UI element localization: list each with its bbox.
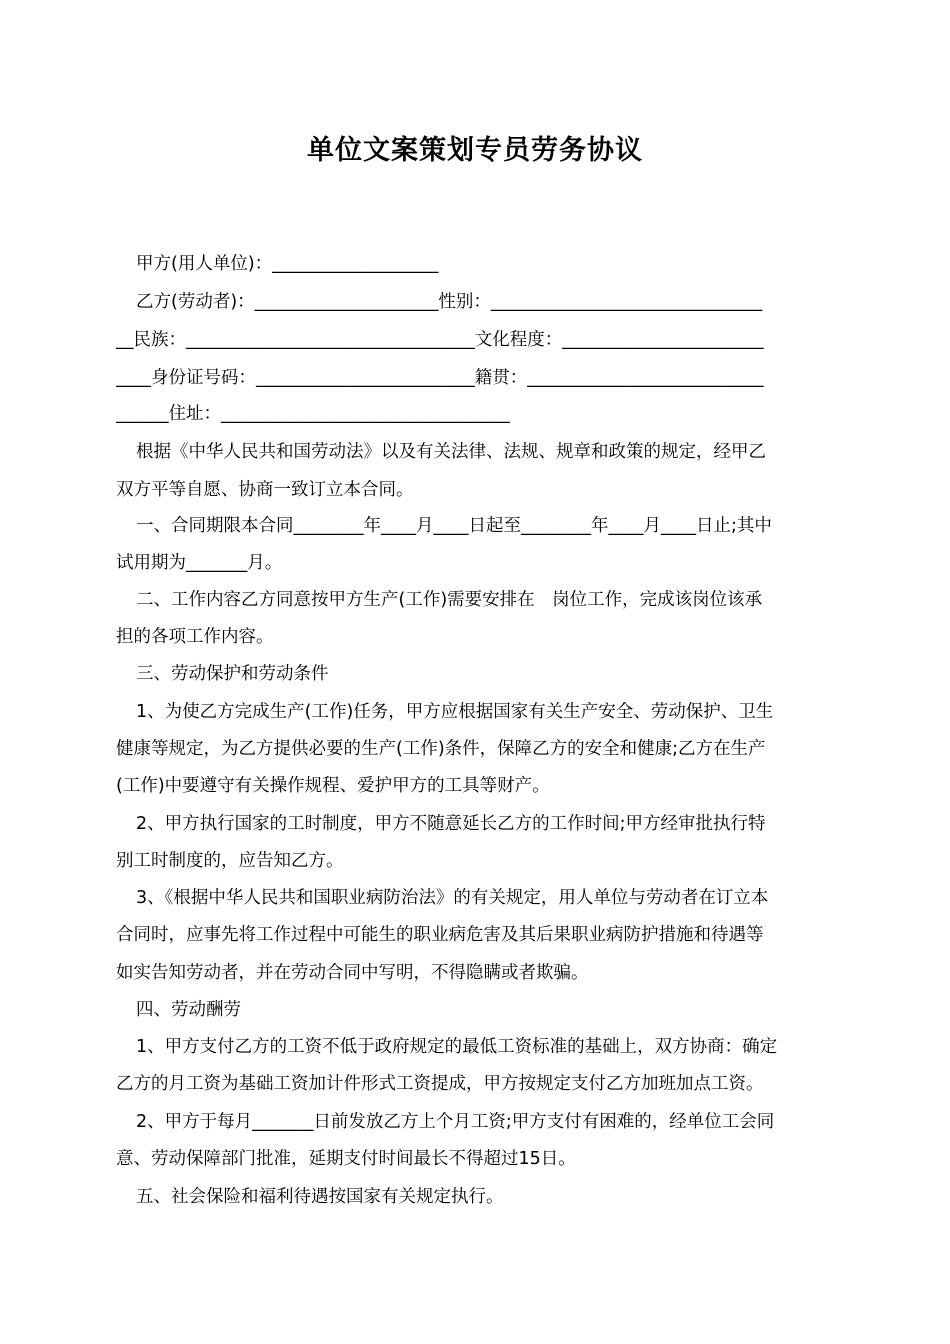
section-4-item-2-line-1: 2、甲方于每月_______日前发放乙方上个月工资;甲方支付有困难的，经单位工会同 [136, 1112, 775, 1132]
section-3-item-1-line-3: (工作)中要遵守有关操作规程、爱护甲方的工具等财产。 [116, 776, 550, 796]
section-4-item-1-line-1: 1、甲方支付乙方的工资不低于政府规定的最低工资标准的基础上，双方协商：确定 [136, 1037, 778, 1057]
section-3-item-3-line-1: 3、《根据中华人民共和国职业病防治法》的有关规定，用人单位与劳动者在订立本 [136, 888, 769, 908]
section-3-item-1-line-1: 1、为使乙方完成生产(工作)任务，甲方应根据国家有关生产安全、劳动保护、卫生 [136, 702, 774, 722]
section-3-item-3-line-3: 如实告知劳动者，并在劳动合同中写明，不得隐瞒或者欺骗。 [116, 963, 589, 983]
section-3-item-3-line-2: 合同时，应事先将工作过程中可能生的职业病危害及其后果职业病防护措施和待遇等 [116, 925, 764, 945]
section-1-line-1: 一、合同期限本合同________年____月____日起至________年____月____日止;其中 [136, 516, 772, 536]
preamble-line-1: 根据《中华人民共和国劳动法》以及有关法律、法规、规章和政策的规定，经甲乙 [136, 442, 766, 462]
section-4-item-2-line-2: 意、劳动保障部门批准，延期支付时间最长不得超过15日。 [116, 1149, 576, 1169]
address-line: ______住址：_________________________________ [116, 404, 510, 424]
section-3-item-2-line-1: 2、甲方执行国家的工时制度，甲方不随意延长乙方的工作时间;甲方经审批执行特 [136, 814, 766, 834]
party-a-line: 甲方(用人单位)：___________________ [136, 254, 439, 274]
id-number-origin-line: ____身份证号码：_________________________籍贯：___________________________ [116, 368, 764, 388]
section-1-line-2: 试用期为_______月。 [116, 553, 283, 573]
section-2-line-2: 担的各项工作内容。 [116, 627, 274, 647]
section-3-item-1-line-2: 健康等规定，为乙方提供必要的生产(工作)条件，保障乙方的安全和健康;乙方在生产 [116, 739, 766, 759]
section-3-item-2-line-2: 别工时制度的，应告知乙方。 [116, 851, 344, 871]
section-3-heading: 三、劳动保护和劳动条件 [136, 664, 329, 684]
preamble-line-2: 双方平等自愿、协商一致订立本合同。 [116, 480, 414, 500]
section-4-item-1-line-2: 乙方的月工资为基础工资加计件形式工资提成，甲方按规定支付乙方加班加点工资。 [116, 1074, 764, 1094]
section-2-line-1: 二、工作内容乙方同意按甲方生产(工作)需要安排在 岗位工作，完成该岗位该承 [136, 590, 763, 610]
section-5-line: 五、社会保险和福利待遇按国家有关规定执行。 [136, 1187, 504, 1207]
ethnicity-education-line: __民族：_________________________________文化程度：_______________________ [116, 330, 764, 350]
document-title: 单位文案策划专员劳务协议 [307, 135, 643, 166]
party-b-line: 乙方(劳动者)：_____________________性别：_______________________________ [136, 292, 763, 312]
section-4-heading: 四、劳动酬劳 [136, 1000, 241, 1020]
